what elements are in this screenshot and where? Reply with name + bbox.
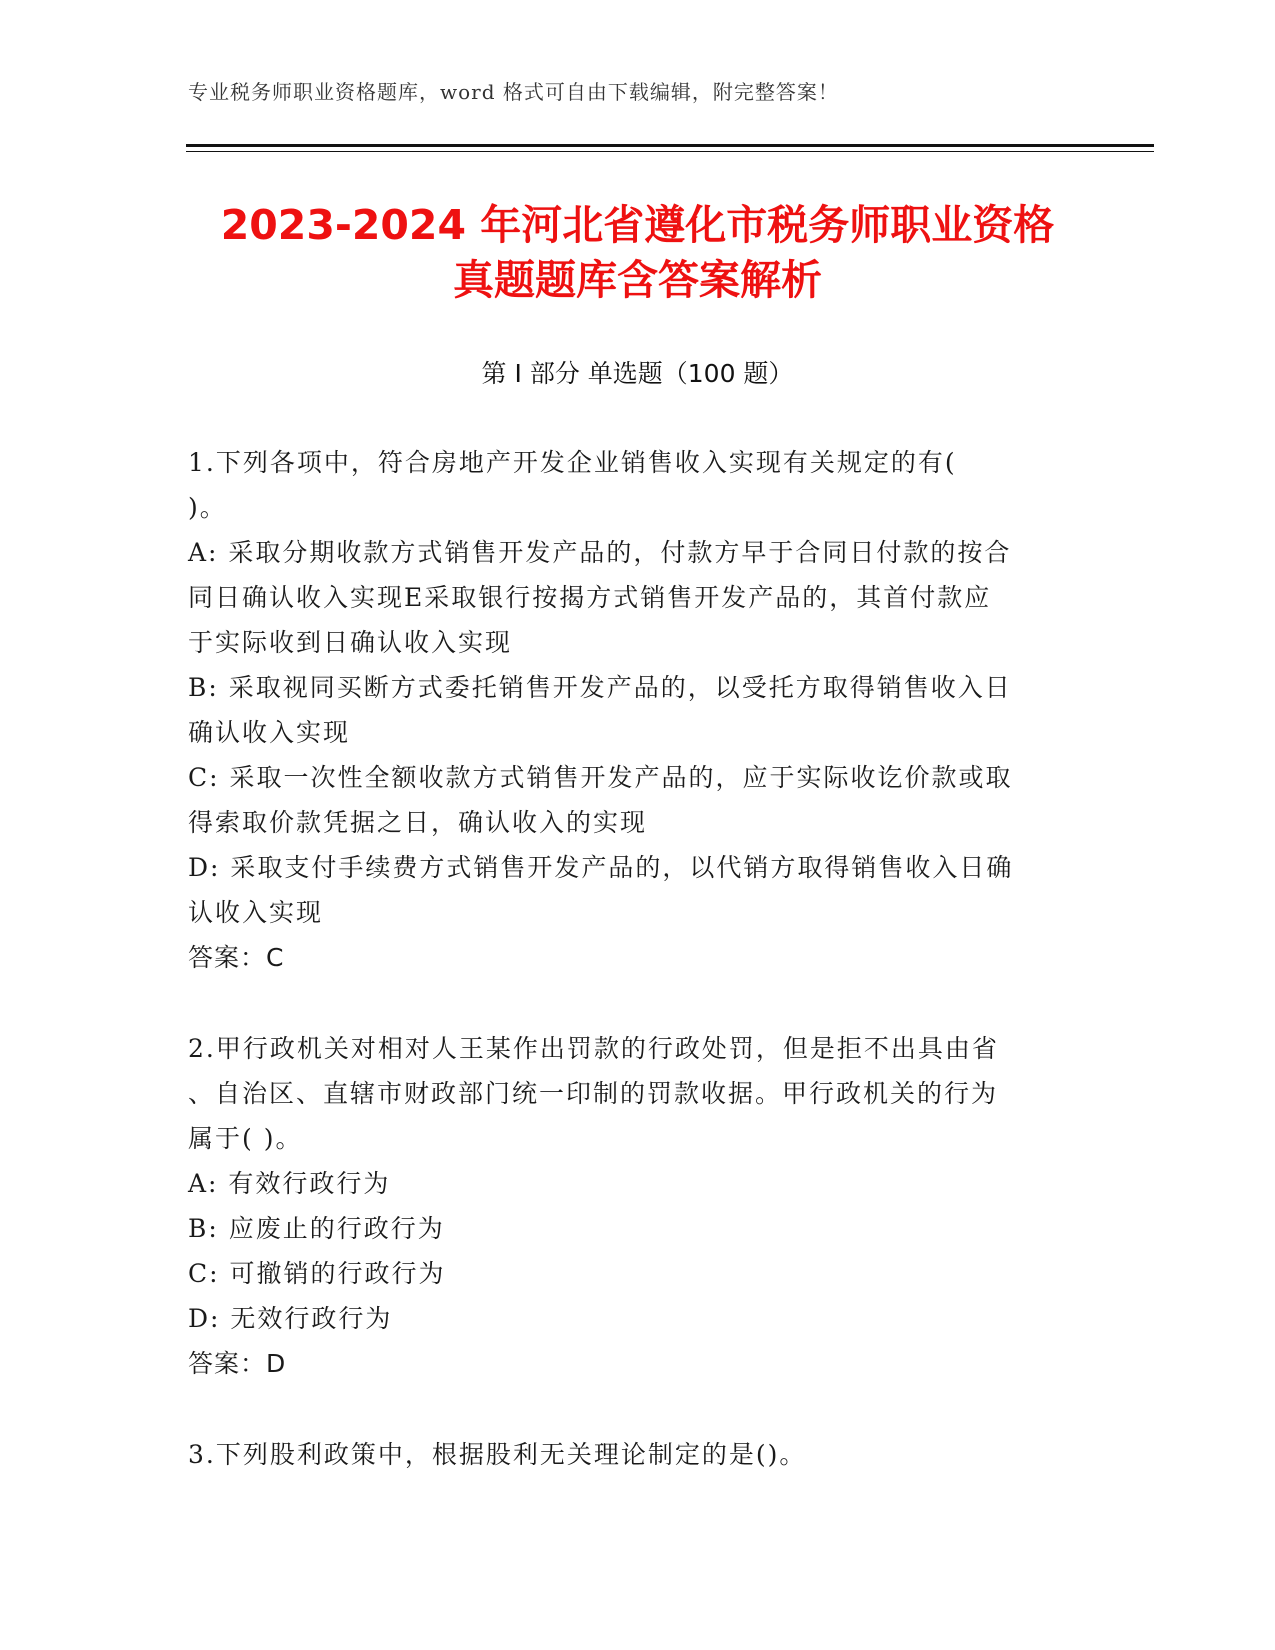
option-d bbox=[188, 845, 1088, 935]
question-3 bbox=[188, 1432, 1088, 1477]
header-rule-thick bbox=[186, 144, 1154, 147]
question-list bbox=[188, 440, 1088, 1477]
question-stem-line: 、自治区、直辖市财政部门统一印制的罚款收据。甲行政机关的行为 bbox=[188, 1079, 999, 1108]
question-stem-line: 3.下列股利政策中，根据股利无关理论制定的是()。 bbox=[188, 1440, 807, 1469]
question-spacer bbox=[188, 980, 1088, 1026]
question-2 bbox=[188, 1026, 1088, 1386]
section-heading: 第 I 部分 单选题（100 题） bbox=[481, 359, 794, 388]
option-line: 得索取价款凭据之日，确认收入的实现 bbox=[188, 808, 648, 837]
answer-label: 答案：D bbox=[188, 1349, 287, 1378]
option-line: 同日确认收入实现E采取银行按揭方式销售开发产品的，其首付款应 bbox=[188, 583, 992, 612]
option-line: B: 采取视同买断方式委托销售开发产品的，以受托方取得销售收入日 bbox=[188, 673, 1012, 702]
option-line: C: 采取一次性全额收款方式销售开发产品的，应于实际收讫价款或取 bbox=[188, 763, 1013, 792]
title-line-1: 2023-2024 年河北省遵化市税务师职业资格 bbox=[220, 201, 1055, 249]
option-c: C: 可撤销的行政行为 bbox=[188, 1259, 446, 1288]
question-stem-line: )。 bbox=[188, 493, 227, 522]
question-spacer bbox=[188, 1386, 1088, 1432]
question-1 bbox=[188, 440, 1088, 980]
header-note: 专业税务师职业资格题库，word 格式可自由下载编辑，附完整答案！ bbox=[188, 80, 839, 104]
option-line: 于实际收到日确认收入实现 bbox=[188, 628, 513, 657]
question-stem-line: 1.下列各项中，符合房地产开发企业销售收入实现有关规定的有( bbox=[188, 448, 957, 477]
header-rule-thin bbox=[186, 151, 1154, 152]
answer-label: 答案：C bbox=[188, 943, 285, 972]
option-line: 确认收入实现 bbox=[188, 718, 351, 747]
option-line: A: 采取分期收款方式销售开发产品的，付款方早于合同日付款的按合 bbox=[188, 538, 1012, 567]
option-line: 认收入实现 bbox=[188, 898, 324, 927]
question-stem-line: 2.甲行政机关对相对人王某作出罚款的行政处罚，但是拒不出具由省 bbox=[188, 1034, 999, 1063]
option-a: A: 有效行政行为 bbox=[188, 1169, 391, 1198]
option-d: D: 无效行政行为 bbox=[188, 1304, 393, 1333]
option-c bbox=[188, 755, 1088, 845]
option-b bbox=[188, 665, 1088, 755]
option-line: D: 采取支付手续费方式销售开发产品的，以代销方取得销售收入日确 bbox=[188, 853, 1014, 882]
option-a bbox=[188, 530, 1088, 665]
document-title bbox=[0, 198, 1275, 308]
title-line-2: 真题题库含答案解析 bbox=[453, 256, 822, 304]
question-stem-line: 属于( )。 bbox=[188, 1124, 303, 1153]
option-b: B: 应废止的行政行为 bbox=[188, 1214, 445, 1243]
